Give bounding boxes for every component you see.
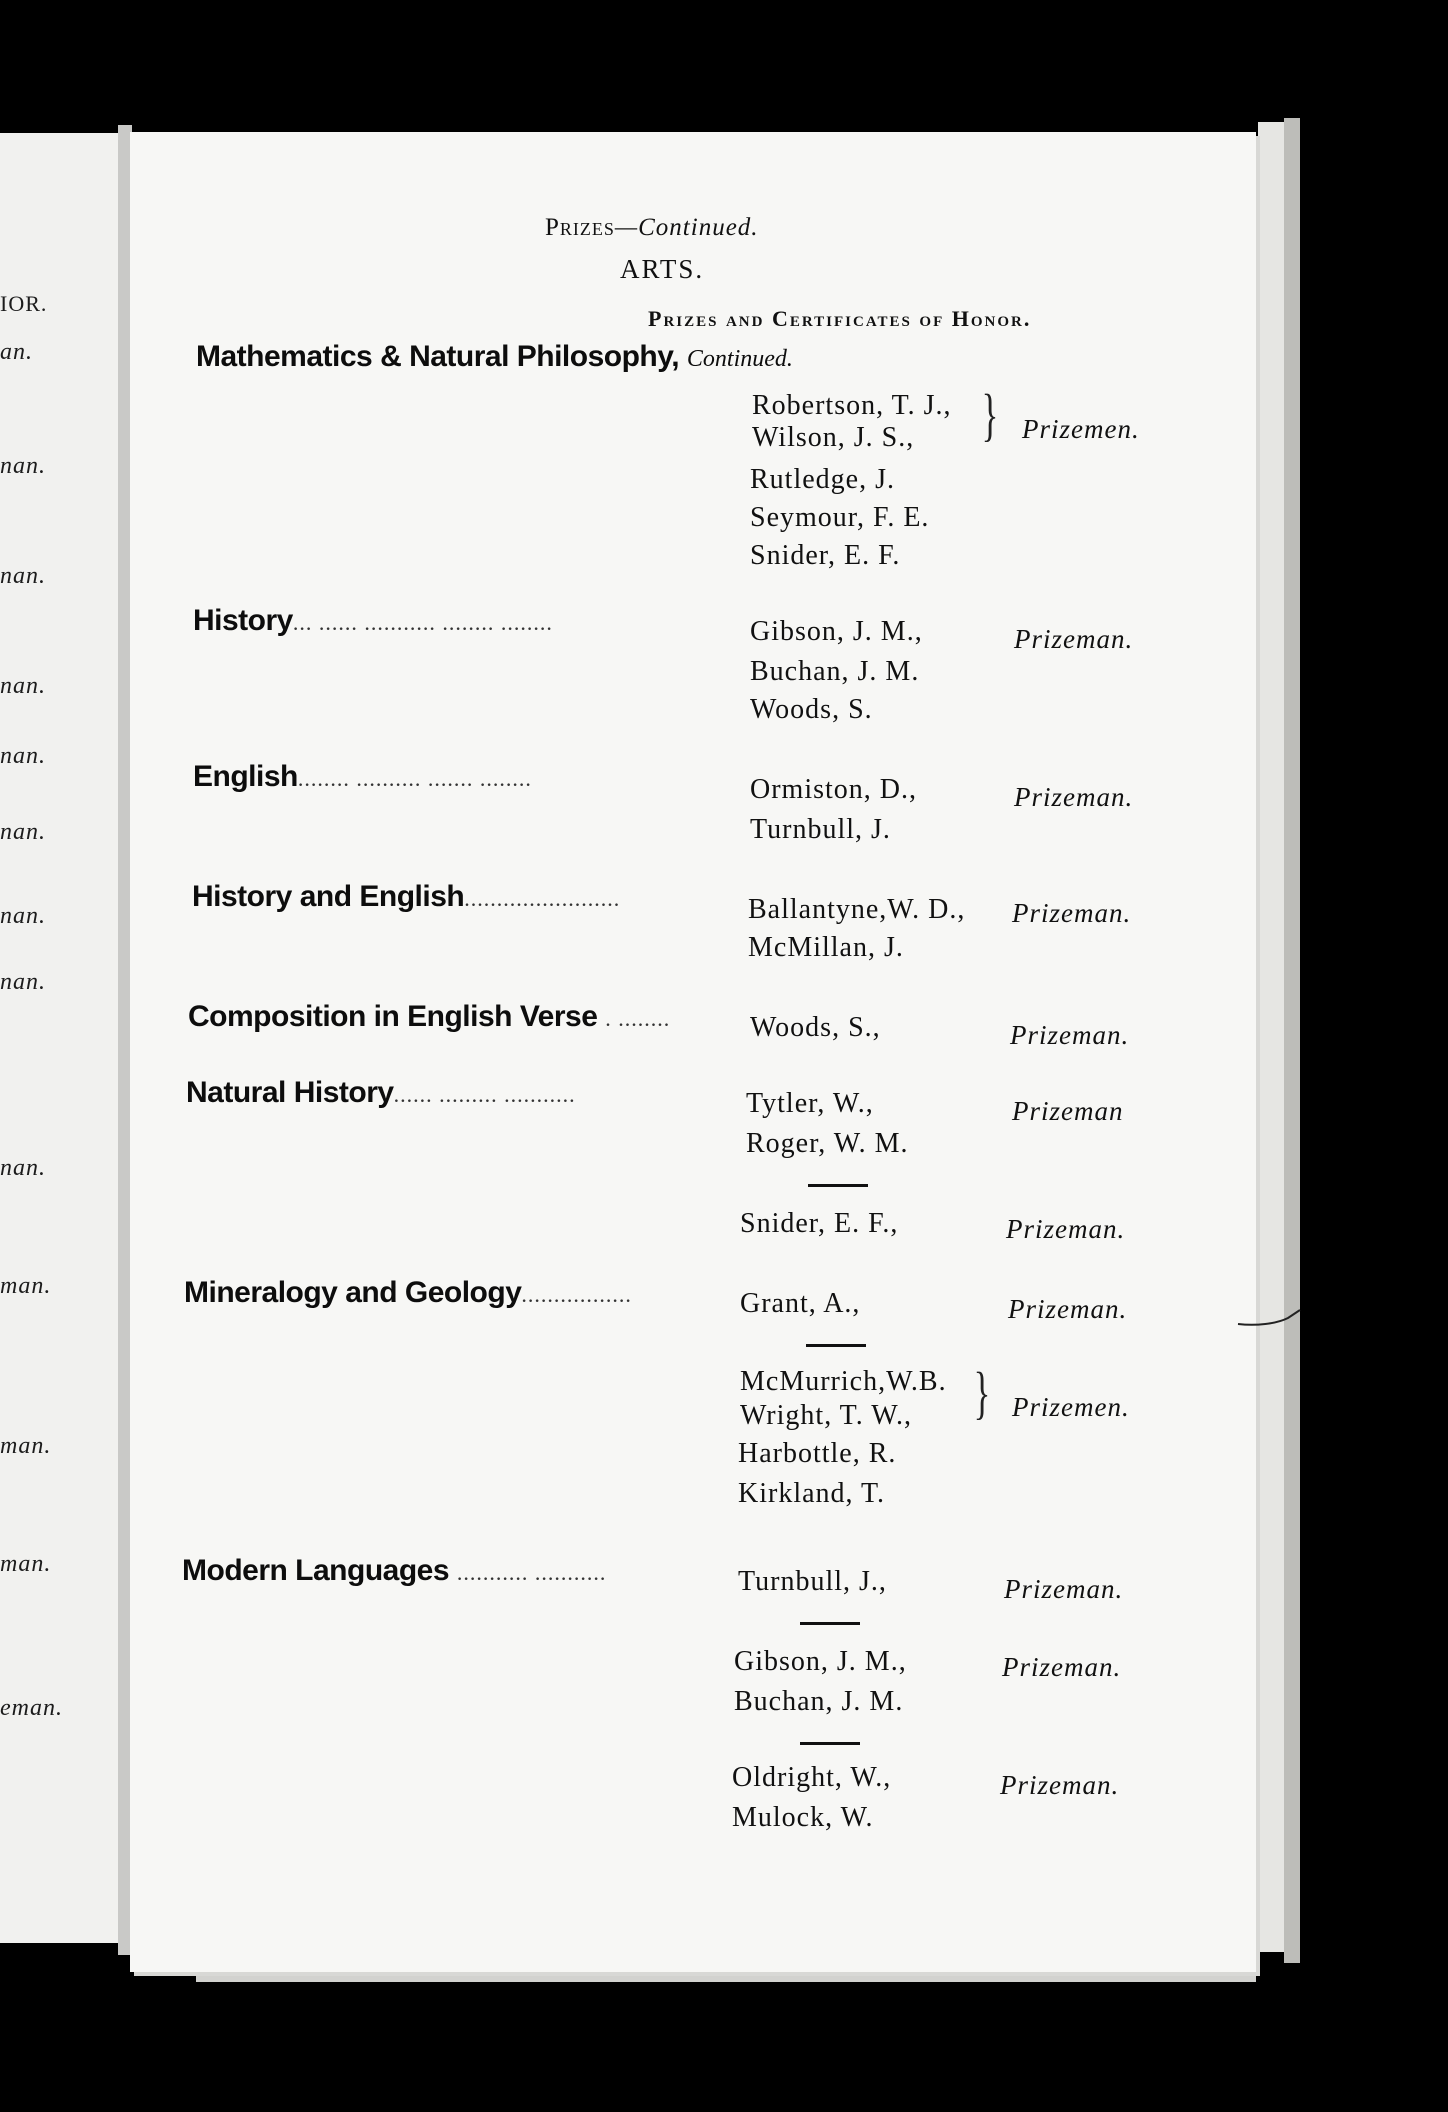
header-continued-label: —Continued. — [614, 214, 759, 241]
left-fragment: man. — [0, 1273, 52, 1299]
subject-label: Composition in English Verse — [188, 1000, 598, 1033]
name-entry: Tytler, W., — [746, 1088, 874, 1119]
award-label: Prizeman. — [1012, 898, 1132, 928]
name-entry: Turnbull, J., — [738, 1566, 887, 1597]
document-page — [130, 132, 1256, 1972]
left-fragment: nan. — [0, 743, 46, 769]
page-edge — [1258, 122, 1284, 1952]
subject-natural-history — [186, 1076, 576, 1110]
left-fragment: nan. — [0, 563, 46, 589]
leader-dots: ........... ........... — [456, 1560, 607, 1585]
award-label: Prizeman — [1012, 1096, 1124, 1126]
left-fragment: nan. — [0, 903, 46, 929]
name-entry: Woods, S., — [750, 1012, 881, 1043]
separator-rule — [800, 1622, 860, 1625]
left-fragment: nan. — [0, 969, 46, 995]
continued-label: Continued. — [686, 346, 793, 372]
name-entry: Buchan, J. M. — [734, 1686, 904, 1717]
name-entry: Kirkland, T. — [738, 1478, 886, 1509]
left-fragment: nan. — [0, 453, 46, 479]
name-entry: McMurrich,W.B. — [740, 1366, 947, 1397]
award-label: Prizeman. — [1008, 1294, 1128, 1324]
subject-modern-languages — [182, 1554, 606, 1588]
column-title: Prizes and Certificates of Honor. — [648, 306, 1032, 331]
subject-label: History and English — [192, 880, 465, 913]
left-fragment: man. — [0, 1433, 52, 1459]
left-fragment: IOR. — [0, 291, 48, 316]
name-entry: Seymour, F. E. — [750, 502, 930, 533]
leader-dots: ... ...... ........... ........ ........ — [292, 610, 553, 635]
margin-pen-mark — [1236, 1300, 1306, 1330]
left-fragment: an. — [0, 339, 33, 365]
leader-dots: ........................ — [464, 886, 621, 911]
subject-label: History — [193, 604, 293, 637]
name-entry: Buchan, J. M. — [750, 656, 920, 687]
running-header — [545, 214, 759, 242]
subject-history — [193, 604, 553, 638]
name-entry: Grant, A., — [740, 1288, 861, 1319]
leader-dots: ........ .......... ....... ........ — [297, 766, 532, 791]
subject-english-verse — [188, 1000, 670, 1034]
subject-math — [196, 340, 793, 374]
name-entry: Snider, E. F., — [740, 1208, 899, 1239]
name-entry: McMillan, J. — [748, 932, 904, 963]
award-label: Prizeman. — [1002, 1652, 1122, 1682]
subject-english — [193, 760, 532, 794]
left-fragment: nan. — [0, 673, 46, 699]
page-bottom-edge — [196, 1972, 1256, 1982]
leader-dots: . ........ — [605, 1006, 671, 1031]
name-entry: Ballantyne,W. D., — [748, 894, 966, 925]
name-entry: Wilson, J. S., — [752, 422, 915, 453]
subject-label: Mathematics & Natural Philosophy, — [196, 340, 680, 373]
subject-history-english — [192, 880, 620, 914]
left-facing-page — [0, 133, 122, 1943]
award-label: Prizeman. — [1000, 1770, 1120, 1800]
name-entry: Wright, T. W., — [740, 1400, 913, 1431]
brace: } — [973, 1360, 991, 1425]
separator-rule — [806, 1344, 866, 1347]
leader-dots: ...... ......... ........... — [393, 1082, 576, 1107]
award-label: Prizemen. — [1012, 1392, 1130, 1422]
award-label: Prizeman. — [1014, 782, 1134, 812]
left-fragment: nan. — [0, 819, 46, 845]
separator-rule — [800, 1742, 860, 1745]
award-label: Prizeman. — [1010, 1020, 1130, 1050]
left-fragment: nan. — [0, 1155, 46, 1181]
section-title: ARTS. — [620, 254, 705, 284]
award-label: Prizeman. — [1014, 624, 1134, 654]
award-label: Prizeman. — [1006, 1214, 1126, 1244]
name-entry: Harbottle, R. — [738, 1438, 897, 1469]
subject-mineralogy-geology — [184, 1276, 632, 1310]
left-fragment: eman. — [0, 1695, 63, 1721]
name-entry: Snider, E. F. — [750, 540, 901, 571]
name-entry: Roger, W. M. — [746, 1128, 909, 1159]
name-entry: Gibson, J. M., — [734, 1646, 907, 1677]
page-edge — [1284, 118, 1300, 1963]
left-fragment: man. — [0, 1551, 52, 1577]
subject-label: Natural History — [186, 1076, 394, 1109]
name-entry: Mulock, W. — [732, 1802, 874, 1833]
name-entry: Gibson, J. M., — [750, 616, 923, 647]
name-entry: Oldright, W., — [732, 1762, 892, 1793]
subject-label: Mineralogy and Geology — [184, 1276, 522, 1309]
brace: } — [981, 382, 999, 447]
subject-label: English — [193, 760, 298, 793]
leader-dots: ................. — [521, 1282, 632, 1307]
name-entry: Robertson, T. J., — [752, 390, 952, 421]
award-label: Prizemen. — [1022, 414, 1140, 444]
subject-label: Modern Languages — [182, 1554, 450, 1587]
name-entry: Woods, S. — [750, 694, 873, 725]
name-entry: Ormiston, D., — [750, 774, 917, 805]
separator-rule — [808, 1184, 868, 1187]
header-prizes-label: Prizes — [545, 214, 615, 241]
name-entry: Turnbull, J. — [750, 814, 891, 845]
name-entry: Rutledge, J. — [750, 464, 895, 495]
award-label: Prizeman. — [1004, 1574, 1124, 1604]
